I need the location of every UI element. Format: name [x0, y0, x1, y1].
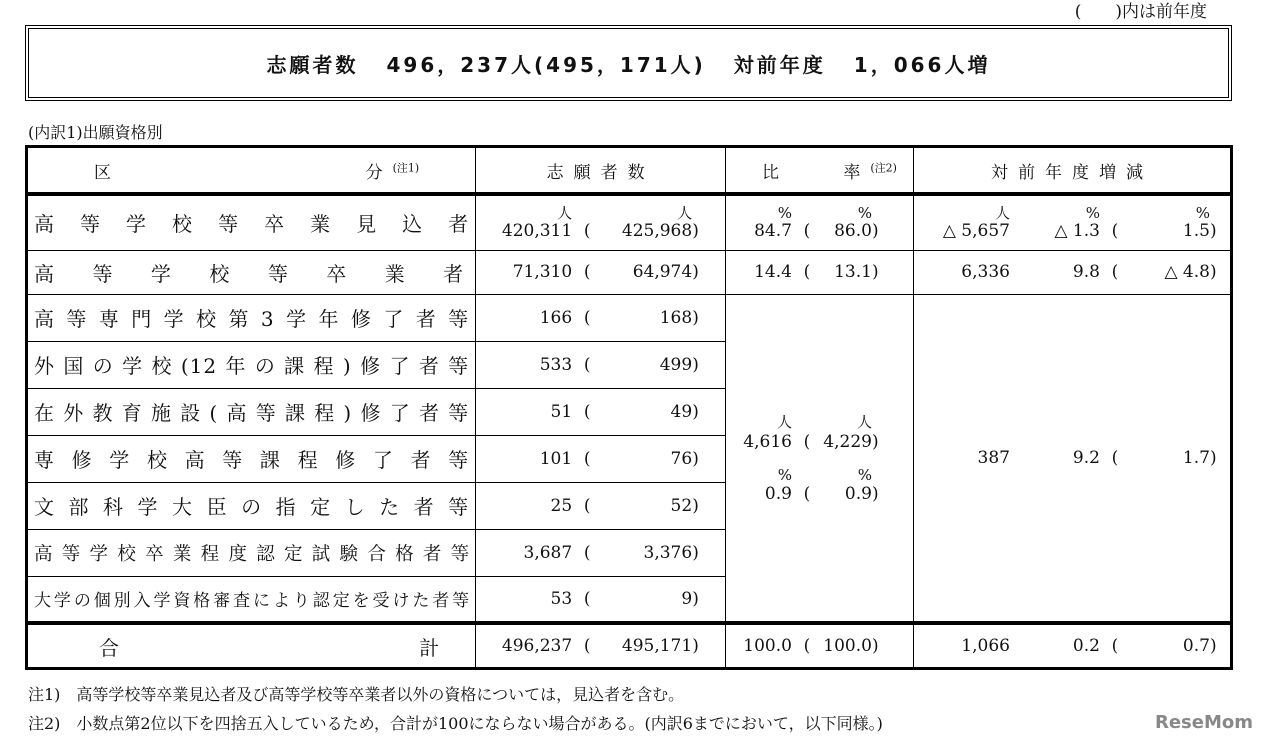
resemom-logo: ReseMom: [1154, 712, 1253, 733]
table-row: 専修学校高等課程修了者等 101 ( 76 ): [27, 435, 1232, 482]
merged-change: 387 9.2 ( 1.7 ): [913, 294, 1231, 623]
summary-diff: 1，066人増: [853, 52, 991, 77]
table-row: 高等専門学校第3学年修了者等 166 ( 168 ) 人 人 4,616 ( 4,229 ) % % 0.9 ( 0.9 ) 387 9.2 ( 1.7 ): [27, 294, 1232, 341]
table-caption: (内訳1)出願資格別: [28, 123, 163, 142]
parenthesis-note: ( )内は前年度: [1074, 2, 1207, 22]
table-row: 大学の個別入学資格審査により認定を受けた者等 53 ( 9 ): [27, 576, 1232, 623]
table-row: 高等学校等卒業見込者 人 人 420,311 ( 425,968 ) % % 84.7 ( 86.0 ) 人 % % △ 5,657 △ 1.3 ( 1.5 ): [27, 194, 1232, 250]
row-label: 在外教育施設(高等課程)修了者等: [27, 388, 476, 435]
table-row: 高等学校卒業程度認定試験合格者等 3,687 ( 3,376 ): [27, 529, 1232, 576]
total-row: 合 計 496,237 ( 495,171 ) 100.0 ( 100.0 ) 1,066 0.2 ( 0.7 ): [27, 623, 1232, 669]
header-applicants: 志願者数: [476, 147, 726, 195]
row-label: 高等学校卒業程度認定試験合格者等: [27, 529, 476, 576]
header-row: [27, 147, 1232, 195]
footnote-1: 注1) 高等学校等卒業見込者及び高等学校等卒業者以外の資格については，見込者を含む。: [28, 685, 685, 704]
summary-label: 志願者数: [266, 52, 359, 77]
summary-count: 496，237人: [386, 52, 535, 77]
table-row: 外国の学校(12年の課程)修了者等 533 ( 499 ): [27, 341, 1232, 388]
header-change: 対前年度増減: [913, 147, 1231, 195]
applicants-table: [25, 145, 1233, 670]
summary-diff-label: 対前年度: [733, 52, 826, 77]
summary-box: [25, 25, 1232, 101]
table-row: 文部科学大臣の指定した者等 25 ( 52 ): [27, 482, 1232, 529]
row-label: 大学の個別入学資格審査により認定を受けた者等: [27, 576, 476, 623]
row-label: 高等学校等卒業見込者: [27, 194, 476, 250]
header-category: 区 分$^{(注1)}$: [27, 147, 476, 195]
summary-prev: (495，171人): [534, 52, 706, 77]
row-label: 高等専門学校第3学年修了者等: [27, 294, 476, 341]
header-ratio: 比 率$^{(注2)}$: [725, 147, 913, 195]
table-row: 在外教育施設(高等課程)修了者等 51 ( 49 ): [27, 388, 1232, 435]
table-row: 高等学校等卒業者 71,310 ( 64,974 ) 14.4 ( 13.1 ) 6,336 9.8 ( △ 4.8 ): [27, 250, 1232, 294]
row-label: 外国の学校(12年の課程)修了者等: [27, 341, 476, 388]
merged-ratio: 人 人 4,616 ( 4,229 ) % % 0.9 ( 0.9 ): [725, 294, 913, 623]
row-label: 高等学校等卒業者: [27, 250, 476, 294]
footnote-2: 注2) 小数点第2位以下を四捨五入しているため，合計が100にならない場合がある。(内訳6までにおいて，以下同様。): [28, 714, 883, 733]
row-label: 文部科学大臣の指定した者等: [27, 482, 476, 529]
row-label: 専修学校高等課程修了者等: [27, 435, 476, 482]
